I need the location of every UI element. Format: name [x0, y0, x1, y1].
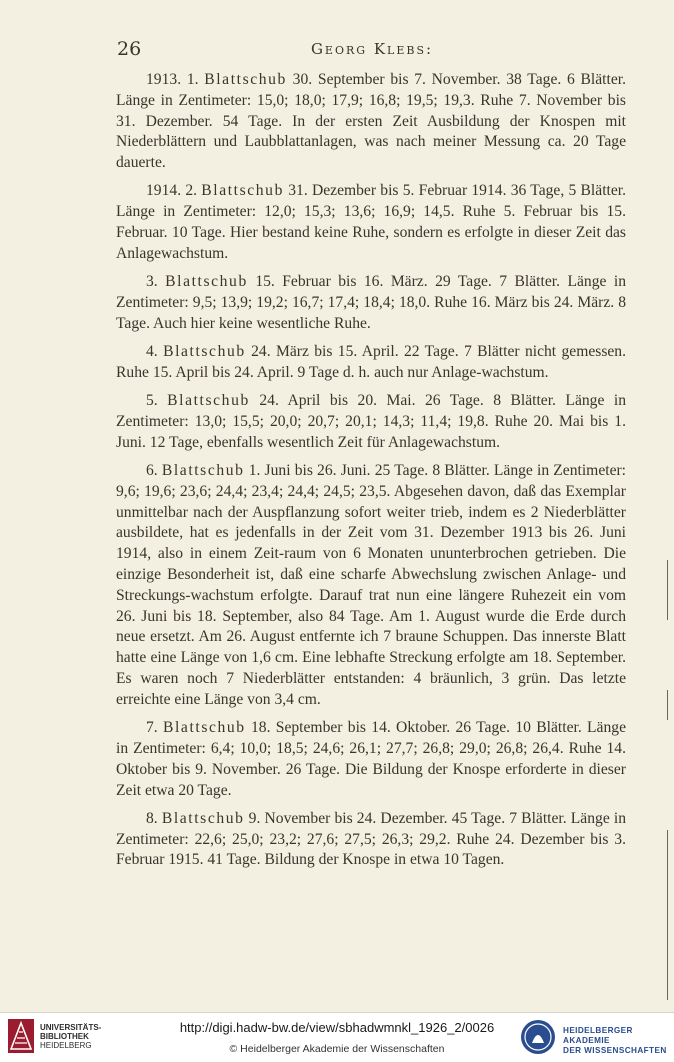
paragraph-8: 8. Blattschub 9. November bis 24. Dezember. 45 Tage. 7 Blätter. Länge in Zentimeter: 22,6; 25,0; 23,2; 27,6; 27,5; 26,3; 29,2. Ruhe 24. Dezember bis 3. Februar 1915. 41 Tage. Bildung der Knospe in etwa 10 Tagen. — [116, 809, 627, 869]
paragraph-4: 4. Blattschub 24. März bis 15. April. 22 Tage. 7 Blätter nicht gemessen. Ruhe 15. April bis 24. April. 9 Tage d. h. auch nur Anlage-wachstum. — [116, 343, 627, 381]
paragraph-1: 1913. 1. Blattschub 30. September bis 7. November. 38 Tage. 6 Blätter. Länge in Zentimeter: 15,0; 18,0; 17,9; 16,8; 19,5; 19,3. Ruhe 7. November bis 31. Dezember. 54 Tage. In der ersten Zeit Ausbildung der Knospen mit Niederblättern und Laubblattanlagen, was nach meiner Messung ca. 20 Tage dauerte. — [116, 71, 626, 172]
copyright-notice: © Heidelberger Akademie der Wissenschaften — [229, 1043, 445, 1055]
paragraph-5: 5. Blattschub 24. April bis 20. Mai. 26 Tage. 8 Blätter. Länge in Zentimeter: 13,0; 15,5; 20,0; 20,7; 20,1; 14,3; 11,4; 19,8. Ruhe 20. Mai bis 1. Juni. 12 Tage, ebenfalls wesentlich Zeit für Anlagewachstum. — [116, 392, 626, 451]
page-number: 26 — [117, 38, 142, 60]
page-edge-mark — [667, 560, 668, 620]
body-text — [116, 70, 626, 876]
paragraph-3: 3. Blattschub 15. Februar bis 16. März. 29 Tage. 7 Blätter. Länge in Zentimeter: 9,5; 13,9; 19,2; 16,7; 17,4; 18,4; 18,0. Ruhe 16. März bis 24. März. 8 Tage. Auch hier keine wesentliche Ruhe. — [116, 273, 626, 332]
paragraph-7: 7. Blattschub 18. September bis 14. Oktober. 26 Tage. 10 Blätter. Länge in Zentimeter: 6,4; 10,0; 18,5; 24,6; 26,1; 27,7; 26,8; 29,0; 26,8; 26,4. Ruhe 14. Oktober bis 9. November. 26 Tage. Die Bildung der Knospe erforderte in dieser Zeit etwa 20 Tage. — [116, 719, 626, 799]
running-head — [117, 38, 627, 60]
page-edge-mark — [667, 690, 668, 720]
university-library-label: UNIVERSITÄTS- BIBLIOTHEK HEIDELBERG — [40, 1023, 102, 1050]
paragraph-2: 1914. 2. Blattschub 31. Dezember bis 5. Februar 1914. 36 Tage, 5 Blätter. Länge in Zentimeter: 12,0; 15,3; 13,6; 16,9; 14,5. Ruhe 5. Februar bis 15. Februar. 10 Tage. Hier bestand keine Ruhe, sondern es erfolgte in dieser Zeit das Anlagewachstum. — [116, 182, 627, 262]
academy-label: HEIDELBERGER AKADEMIE DER WISSENSCHAFTEN — [563, 1026, 667, 1055]
academy-seal-icon — [520, 1019, 556, 1055]
paragraph-6: 6. Blattschub 1. Juni bis 26. Juni. 25 Tage. 8 Blätter. Länge in Zentimeter: 9,6; 19,6; 23,6; 24,4; 23,4; 24,4; 24,5; 23,5. Abgesehen davon, daß das Exemplar unmittelbar nach der Auspflanzung sofort weiter trieb, indem es 2 Niederblätter ausbildete, hat es jedenfalls in der Zeit vom 31. Dezember 1913 bis 26. Juni 1914, also in einem Zeit-raum von 6 Monaten ununterbrochen getrieben. Die einzige Besonderheit ist, daß eine scharfe Abwechslung zwischen Anlage- und Streckungs-wachstum erfolgte. Darauf trat nun eine längere Ruhezeit ein vom 26. Juni bis 18. September, also 84 Tage. Am 1. August wurde die Erde durch neue ersetzt. Am 26. August entfernte ich 7 braune Schuppen. Das innerste Blatt hatte eine Länge von 1,6 cm. Eine lebhafte Streckung erfolgte am 18. September. Es waren noch 7 Niederblätter entstanden: 4 bräunlich, 3 grün. Das letzte erreichte eine Länge von 3,4 cm. — [116, 462, 627, 708]
page-edge-mark — [667, 830, 668, 1000]
running-title: Georg Klebs: — [310, 40, 434, 58]
permalink-url[interactable]: http://digi.hadw-bw.de/view/sbhadwmnkl_1926_2/0026 — [179, 1020, 495, 1035]
viewer-footer — [0, 1012, 674, 1062]
